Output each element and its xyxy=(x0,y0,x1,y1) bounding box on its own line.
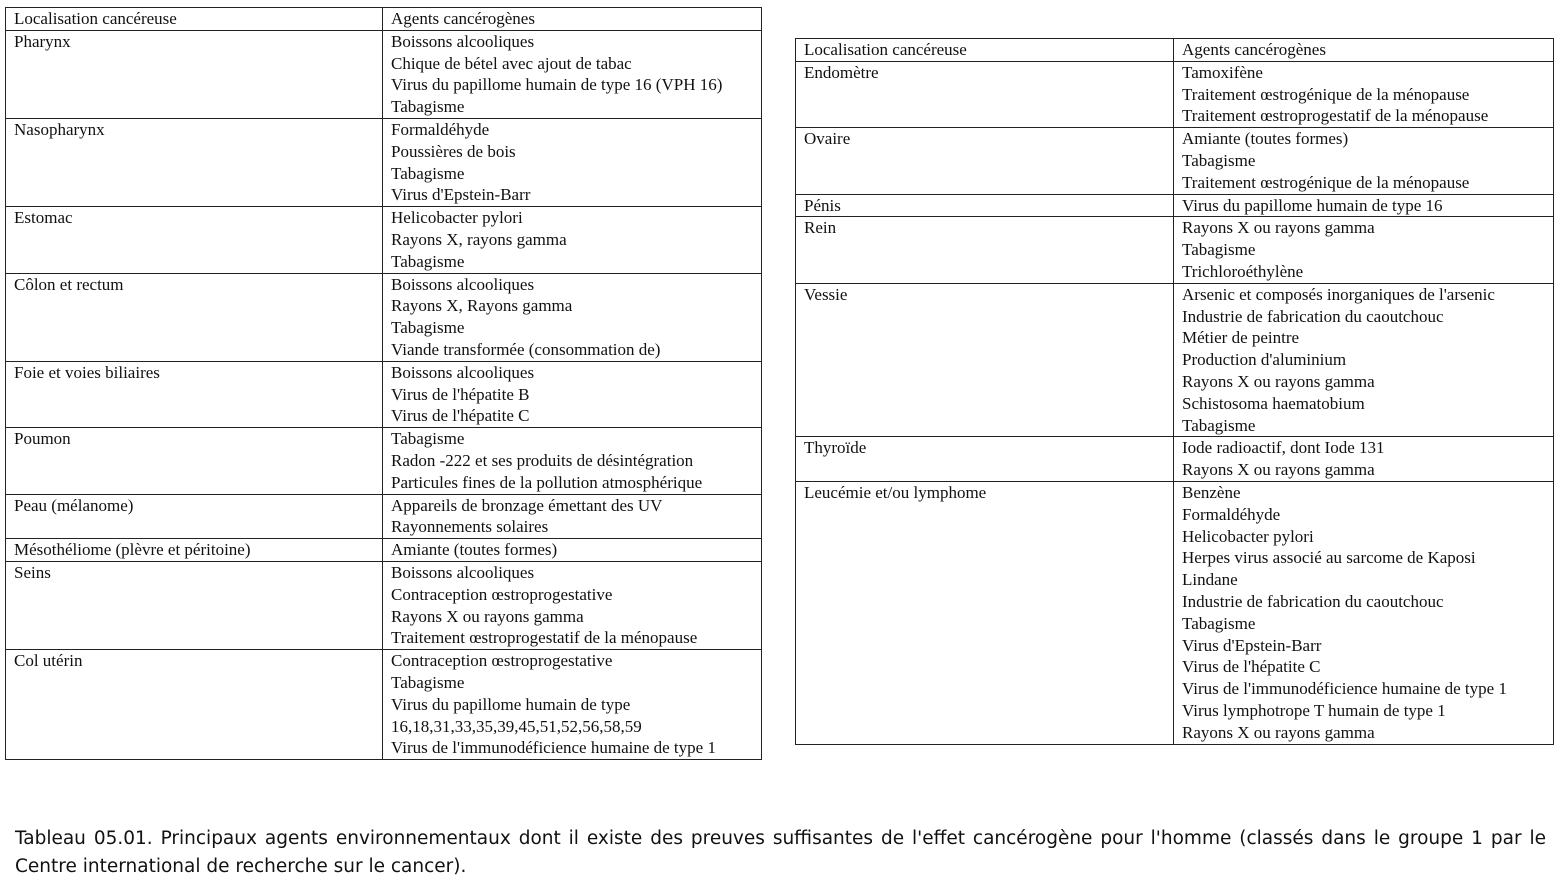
header-agents: Agents cancérogènes xyxy=(383,8,762,31)
agent-item: Helicobacter pylori xyxy=(391,208,523,228)
agent-item: Virus de l'immunodéficience humaine de type 1 xyxy=(391,738,716,758)
agent-item: Traitement œstroprogestatif de la ménopause xyxy=(391,628,698,648)
cell-agents xyxy=(383,118,762,206)
agent-item: Particules fines de la pollution atmosphérique xyxy=(391,472,703,492)
agent-item: Lindane xyxy=(1182,570,1238,590)
table-row xyxy=(796,128,1554,194)
table-header-row xyxy=(6,8,762,31)
table-row xyxy=(6,207,762,273)
cell-agents xyxy=(383,539,762,562)
agent-item: Herpes virus associé au sarcome de Kaposi xyxy=(1182,548,1476,568)
cell-location: Nasopharynx xyxy=(6,118,383,206)
agent-item: Rayons X, rayons gamma xyxy=(391,229,567,249)
agent-item: Rayons X ou rayons gamma xyxy=(1182,218,1375,238)
cell-agents xyxy=(383,650,762,760)
agent-item: Tabagisme xyxy=(391,672,465,692)
table-row xyxy=(796,481,1554,744)
cell-location: Col utérin xyxy=(6,650,383,760)
agent-item: Tabagisme xyxy=(391,251,465,271)
agent-item: Amiante (toutes formes) xyxy=(391,540,558,560)
table-row xyxy=(6,118,762,206)
agent-item: Boissons alcooliques xyxy=(391,274,535,294)
agent-item: Métier de peintre xyxy=(1182,328,1300,348)
cell-agents xyxy=(383,561,762,649)
agent-item: Contraception œstroprogestative xyxy=(391,584,613,604)
agent-item: Rayonnements solaires xyxy=(391,517,549,537)
agent-item: Benzène xyxy=(1182,482,1241,502)
agent-item: Virus de l'hépatite C xyxy=(391,406,530,426)
header-location: Localisation cancéreuse xyxy=(796,39,1174,62)
agent-item: Arsenic et composés inorganiques de l'arsenic xyxy=(1182,284,1495,304)
cell-agents xyxy=(383,494,762,539)
carcinogen-table-left xyxy=(5,7,762,760)
table-row xyxy=(796,194,1554,217)
cell-agents xyxy=(383,207,762,273)
header-agents: Agents cancérogènes xyxy=(1174,39,1554,62)
agent-item: Iode radioactif, dont Iode 131 xyxy=(1182,438,1385,458)
cell-location: Foie et voies biliaires xyxy=(6,361,383,427)
agent-item: Virus de l'hépatite C xyxy=(1182,657,1321,677)
agent-item: Contraception œstroprogestative xyxy=(391,651,613,671)
agent-item: Amiante (toutes formes) xyxy=(1182,129,1349,149)
table-header-row xyxy=(796,39,1554,62)
agent-item: Boissons alcooliques xyxy=(391,562,535,582)
agent-item: Virus du papillome humain de type 16 xyxy=(1182,195,1443,215)
table-row xyxy=(6,273,762,361)
cell-agents xyxy=(383,361,762,427)
carcinogen-table-right xyxy=(795,38,1554,745)
agent-item: Rayons X, Rayons gamma xyxy=(391,296,573,316)
table-row xyxy=(6,539,762,562)
agent-item: Rayons X ou rayons gamma xyxy=(1182,371,1375,391)
cell-location: Leucémie et/ou lymphome xyxy=(796,481,1174,744)
agent-item: Radon -222 et ses produits de désintégration xyxy=(391,450,694,470)
cell-location: Pharynx xyxy=(6,30,383,118)
agent-item: Virus d'Epstein-Barr xyxy=(391,185,531,205)
table-row xyxy=(6,428,762,494)
agent-item: Rayons X ou rayons gamma xyxy=(391,606,584,626)
agent-item: Traitement œstroprogestatif de la ménopause xyxy=(1182,106,1489,126)
agent-item: Chique de bétel avec ajout de tabac xyxy=(391,53,632,73)
table-row xyxy=(6,561,762,649)
table-row xyxy=(6,650,762,760)
header-location: Localisation cancéreuse xyxy=(6,8,383,31)
table-row xyxy=(6,30,762,118)
agent-item: Virus du papillome humain de type 16 (VPH 16) xyxy=(391,75,723,95)
agent-item: Tabagisme xyxy=(1182,150,1256,170)
cell-location: Peau (mélanome) xyxy=(6,494,383,539)
agent-item: Industrie de fabrication du caoutchouc xyxy=(1182,306,1444,326)
table-row xyxy=(796,61,1554,127)
agent-item: Virus lymphotrope T humain de type 1 xyxy=(1182,700,1446,720)
table-row xyxy=(796,437,1554,482)
agent-item: Traitement œstrogénique de la ménopause xyxy=(1182,84,1470,104)
cell-location: Vessie xyxy=(796,283,1174,437)
agent-item: Helicobacter pylori xyxy=(1182,526,1314,546)
table-body xyxy=(6,30,762,759)
cell-location: Seins xyxy=(6,561,383,649)
cell-location: Côlon et rectum xyxy=(6,273,383,361)
cell-agents xyxy=(1174,194,1554,217)
agent-item: Boissons alcooliques xyxy=(391,31,535,51)
agent-item: Tabagisme xyxy=(391,163,465,183)
table-row xyxy=(6,494,762,539)
agent-item: Viande transformée (consommation de) xyxy=(391,339,661,359)
agent-item: Appareils de bronzage émettant des UV xyxy=(391,495,663,515)
agent-item: Tabagisme xyxy=(391,97,465,117)
table-caption: Tableau 05.01. Principaux agents environnementaux dont il existe des preuves suffisantes de l'effet cancérogène pour l'homme (classés dans le groupe 1 par le Centre international de recherche sur le cancer). xyxy=(15,828,1546,877)
agent-item: Traitement œstrogénique de la ménopause xyxy=(1182,172,1470,192)
agent-item: Rayons X ou rayons gamma xyxy=(1182,460,1375,480)
agent-item: Virus de l'immunodéficience humaine de type 1 xyxy=(1182,679,1507,699)
agent-item: Formaldéhyde xyxy=(1182,504,1281,524)
agent-item: Tabagisme xyxy=(391,429,465,449)
cell-location: Endomètre xyxy=(796,61,1174,127)
agent-item: Tabagisme xyxy=(1182,415,1256,435)
table-body xyxy=(796,61,1554,744)
cell-agents xyxy=(383,273,762,361)
agent-item: Tabagisme xyxy=(391,318,465,338)
agent-item: Virus d'Epstein-Barr xyxy=(1182,635,1322,655)
cell-agents xyxy=(383,30,762,118)
cell-location: Poumon xyxy=(6,428,383,494)
agent-item: Virus de l'hépatite B xyxy=(391,384,530,404)
agent-item: Formaldéhyde xyxy=(391,119,490,139)
cell-agents xyxy=(1174,217,1554,283)
agent-item: Poussières de bois xyxy=(391,141,516,161)
cell-location: Estomac xyxy=(6,207,383,273)
agent-item: Virus du papillome humain de type 16,18,31,33,35,39,45,51,52,56,58,59 xyxy=(391,694,642,736)
table-row xyxy=(796,283,1554,437)
cell-agents xyxy=(1174,128,1554,194)
agent-item: Production d'aluminium xyxy=(1182,350,1347,370)
agent-item: Boissons alcooliques xyxy=(391,362,535,382)
agent-item: Trichloroéthylène xyxy=(1182,261,1304,281)
cell-location: Thyroïde xyxy=(796,437,1174,482)
cell-location: Pénis xyxy=(796,194,1174,217)
cell-agents xyxy=(1174,437,1554,482)
cell-agents xyxy=(383,428,762,494)
cell-agents xyxy=(1174,283,1554,437)
agent-item: Schistosoma haematobium xyxy=(1182,393,1365,413)
table-row xyxy=(6,361,762,427)
agent-item: Rayons X ou rayons gamma xyxy=(1182,722,1375,742)
cell-location: Rein xyxy=(796,217,1174,283)
agent-item: Tabagisme xyxy=(1182,613,1256,633)
cell-agents xyxy=(1174,61,1554,127)
agent-item: Tamoxifène xyxy=(1182,62,1263,82)
cell-location: Ovaire xyxy=(796,128,1174,194)
table-row xyxy=(796,217,1554,283)
cell-location: Mésothéliome (plèvre et péritoine) xyxy=(6,539,383,562)
agent-item: Industrie de fabrication du caoutchouc xyxy=(1182,591,1444,611)
agent-item: Tabagisme xyxy=(1182,240,1256,260)
cell-agents xyxy=(1174,481,1554,744)
